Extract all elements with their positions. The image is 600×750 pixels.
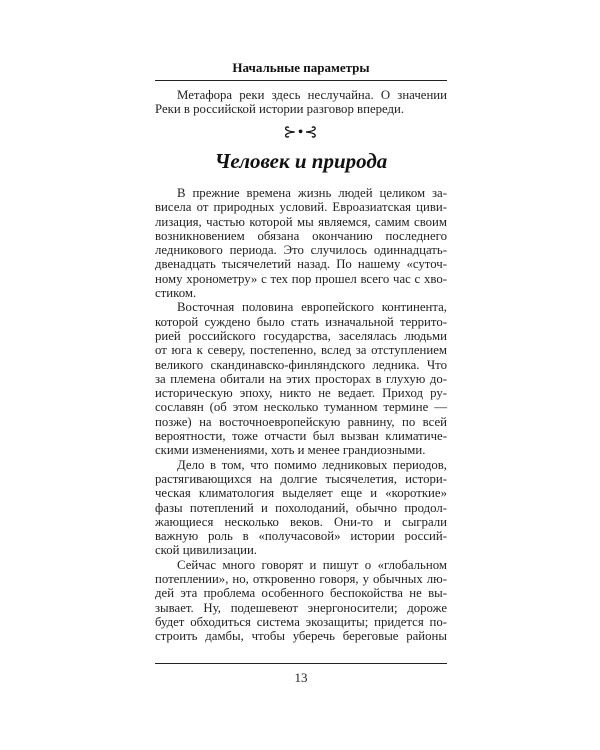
text-line: ному хронометру» с тех пор прошел всего час с хво-: [155, 271, 447, 286]
text-line: вероятности, тоже отчасти был вызван климатиче-: [155, 429, 447, 444]
text-line: от юга к северу, постепенно, вслед за отступлением: [155, 343, 447, 358]
section-title: Человек и природа: [214, 149, 388, 173]
paragraph: [155, 458, 447, 558]
paragraph: [155, 186, 447, 300]
text-line: ской цивилизации.: [155, 543, 257, 558]
text-line: В прежние времена жизнь людей целиком за-: [177, 186, 447, 200]
paragraph: [155, 300, 447, 457]
intro-text: [155, 88, 447, 117]
text-line: будет обходиться система экозащиты; придется по-: [155, 614, 447, 629]
paragraph: [155, 88, 447, 117]
text-line: скими изменениями, хоть и менее грандиозными.: [155, 443, 426, 458]
header-rule: [155, 80, 447, 81]
text-line: жающиеся несколько веков. Они-то и сыграли: [155, 514, 447, 529]
text-line: Восточная половина европейского континента,: [177, 300, 447, 315]
text-line: Дело в том, что помимо ледниковых периодов,: [177, 457, 447, 472]
text-line: ческая климатология выделяет еще и «короткие»: [155, 486, 447, 501]
text-line: великого скандинавско-финляндского ледника. Что: [155, 357, 447, 372]
footer-rule: [155, 663, 447, 664]
text-line: за племена обитали на этих просторах в глухую до-: [155, 371, 447, 386]
body-text: [155, 186, 447, 644]
text-line: позже) на восточноевропейскую равнину, по всей: [155, 414, 447, 429]
paragraph: [155, 558, 447, 644]
text-line: ледникового периода. Это случилось одиннадцать-: [155, 243, 447, 258]
text-line: фазы потеплений и похолоданий, обычно продол-: [155, 500, 447, 515]
text-line: двенадцать тысячелетий назад. По нашему «суточ-: [155, 257, 447, 272]
text-line: важную роль в «получасовой» истории россий-: [155, 529, 447, 544]
running-header: Начальные параметры: [232, 60, 370, 75]
ornament-divider: ⊱•⊰: [283, 124, 319, 141]
text-line: рией российского государства, заселялась людьми: [155, 328, 447, 343]
text-line: зывает. Ну, подешевеют энергоносители; дороже: [155, 600, 447, 615]
text-line: Сейчас много говорят и пишут о «глобальном: [177, 557, 447, 572]
text-line: Реки в российской истории разговор впереди.: [155, 102, 405, 117]
text-line: историческую эпоху, никто не ведает. Приход ру-: [155, 386, 447, 401]
text-line: дей эта проблема особенного беспокойства не вы-: [155, 586, 447, 601]
text-line: стиком.: [155, 286, 197, 301]
text-line: висела от природных условий. Евроазиатская циви-: [155, 200, 447, 215]
text-line: Метафора реки здесь неслучайна. О значении: [177, 88, 447, 102]
text-line: сославян (об этом несколько туманном термине —: [155, 400, 447, 415]
text-line: строить дамбы, чтобы уберечь береговые районы: [155, 629, 447, 644]
text-line: потеплении», но, откровенно говоря, у обычных лю-: [155, 572, 447, 587]
text-line: лизация, частью которой мы являемся, самим своим: [155, 214, 447, 229]
text-line: которой суждено было стать изначальной террито-: [155, 314, 447, 329]
text-line: растягивающихся на долгие тысячелетия, истори-: [155, 471, 447, 486]
page-number: 13: [294, 670, 308, 685]
text-line: возникновением обязана окончанию последнего: [155, 228, 447, 243]
